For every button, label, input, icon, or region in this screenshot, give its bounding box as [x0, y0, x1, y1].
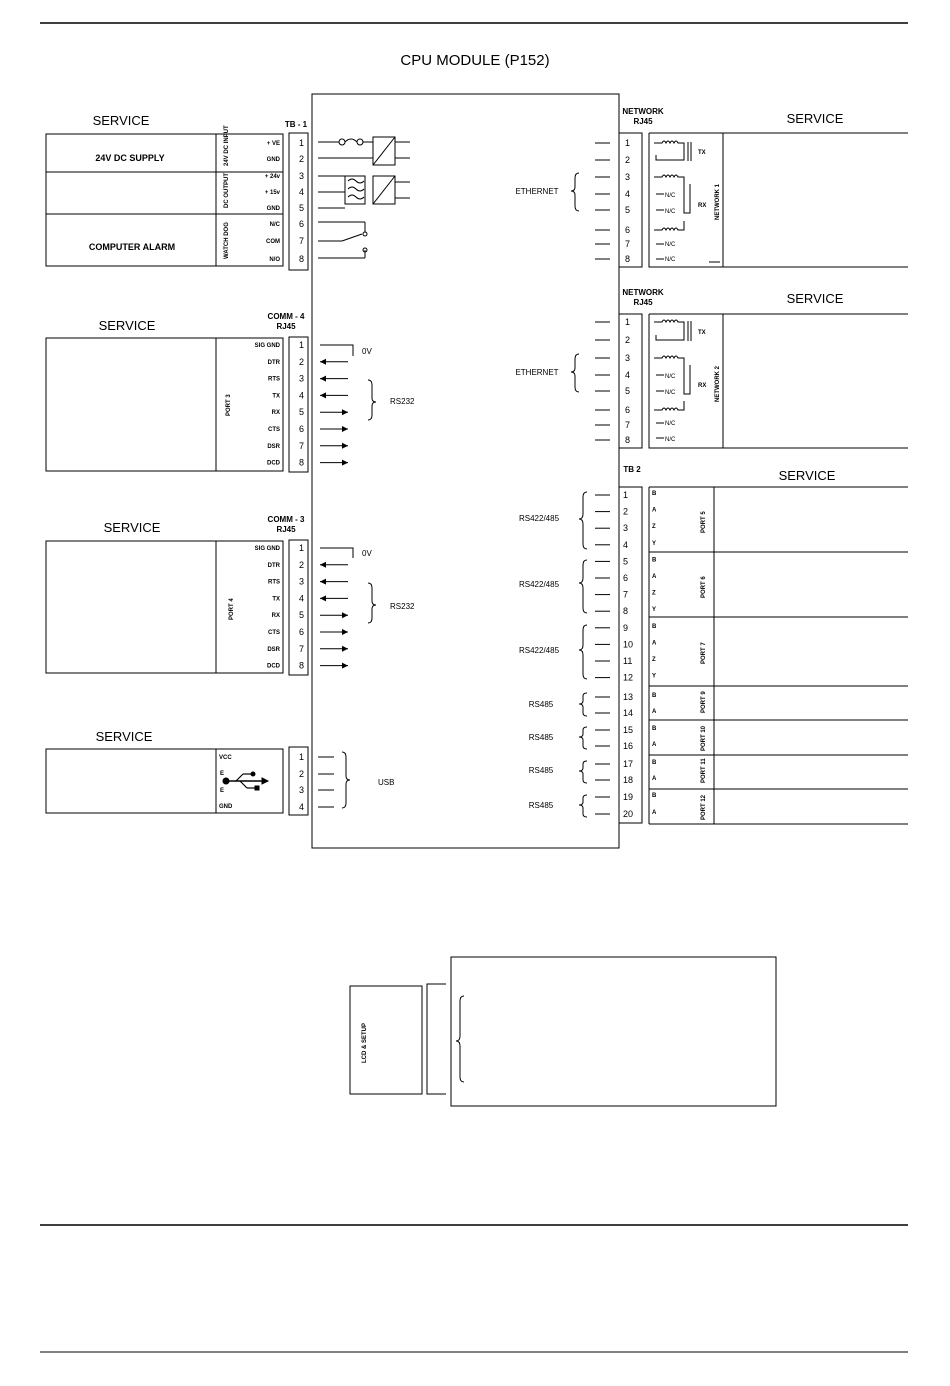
tb1-section [46, 113, 410, 270]
tb2-signal-label: A [652, 709, 657, 715]
network2-pin-number: 4 [625, 370, 631, 380]
tb2-pin-number: 16 [623, 741, 634, 751]
tb2-pin-number: 3 [623, 523, 629, 534]
network2-pin-number: 3 [625, 353, 631, 363]
tb1-group-name-1: 24V DC SUPPLY [95, 153, 165, 163]
service-label-comm4: SERVICE [98, 318, 156, 333]
tb2-signal-label: B [652, 491, 657, 497]
network1-rx: RX [698, 203, 707, 209]
network1-pin-number: 6 [625, 225, 631, 235]
tb1-pin-number: 5 [298, 203, 304, 213]
comm3-signal-label: CTS [268, 630, 280, 636]
tb1-pin-number: 6 [298, 219, 304, 229]
network1-pin-number: 2 [625, 155, 631, 165]
tb1-signal-label: + VE [266, 141, 280, 147]
comm3-port-label: PORT 4 [229, 598, 235, 620]
lcd-service-box [451, 957, 776, 1106]
usb-pin-list [299, 752, 304, 812]
tb1-side-label-2: DC OUTPUT [224, 173, 230, 208]
tb2-pin-number: 8 [623, 606, 629, 617]
lcd-box [350, 986, 422, 1094]
comm3-signal-label: DTR [267, 562, 280, 569]
comm4-pin-number: 5 [298, 407, 304, 418]
usb-signal-data-b: E [220, 788, 225, 794]
tb1-side-label-1: 24V DC INPUT [224, 125, 230, 166]
network1-tx: TX [698, 150, 706, 156]
tb2-proto-6: RS485 [528, 766, 554, 775]
comm4-heading: COMM - 4 [267, 312, 305, 321]
network2-pin-number: 1 [625, 317, 631, 327]
comm4-port-label: PORT 3 [226, 394, 232, 416]
comm3-signal-label: DCD [267, 663, 280, 670]
tb2-port-12: PORT 12 [701, 794, 707, 820]
comm3-signal-arrow [320, 579, 348, 585]
comm4-rs232: RS232 [390, 397, 415, 406]
tb1-signal-label: N/O [269, 257, 280, 263]
comm3-pin-number: 7 [298, 643, 304, 654]
comm4-signal-arrow [320, 359, 348, 365]
comm3-pin-number: 3 [298, 576, 304, 587]
network2-pin-number: 7 [625, 420, 631, 430]
tb2-pin-number: 2 [623, 506, 629, 517]
tb2-pin-number: 12 [623, 672, 634, 683]
service-label-comm3: SERVICE [103, 520, 161, 535]
comm4-pin-number: 3 [298, 373, 304, 384]
network1-subheading: RJ45 [633, 117, 653, 126]
lcd-section [350, 957, 776, 1106]
network1-pin-number: 5 [625, 205, 631, 215]
network1-nc-5: N/C [665, 209, 676, 215]
tb2-pin-number: 9 [623, 622, 629, 633]
tb2-pin-number: 18 [623, 775, 634, 785]
tb2-signal-label: Y [652, 607, 657, 614]
tb1-signal-label: + 24v [264, 174, 280, 180]
tb2-signal-label: Y [652, 673, 657, 680]
comm4-pin-number: 2 [298, 356, 304, 367]
comm4-signal-label: RX [271, 410, 280, 417]
comm4-pin-number: 8 [298, 457, 304, 468]
tb2-port-9: PORT 9 [701, 691, 707, 713]
tb1-pin-list [299, 138, 304, 264]
comm4-subheading: RJ45 [276, 322, 296, 331]
network2-rx: RX [698, 383, 707, 389]
tb2-pin-number: 11 [623, 656, 633, 666]
lcd-setup-label: LCD & SETUP [362, 1022, 368, 1063]
tb2-pin-number: 7 [623, 589, 629, 600]
diagram-title: CPU MODULE (P152) [400, 52, 550, 69]
tb2-signal-label: Z [652, 590, 656, 597]
comm3-signal-arrow [320, 663, 348, 669]
usb-signal-vcc: VCC [219, 755, 232, 761]
network2-heading: NETWORK [622, 288, 664, 297]
comm4-section [46, 312, 415, 472]
comm3-signal-label: RTS [268, 579, 280, 586]
tb1-signal-label: GND [266, 157, 280, 163]
tb2-signal-label: B [652, 726, 657, 732]
network2-side-label: NETWORK 2 [715, 366, 721, 402]
comm4-signal-arrow [320, 443, 348, 449]
tb1-group-name-3: COMPUTER ALARM [88, 242, 176, 252]
tb2-section [519, 465, 908, 824]
tb2-pin-number: 1 [623, 490, 629, 500]
network1-nc-7: N/C [665, 242, 676, 248]
comm3-section [46, 515, 415, 675]
tb2-signal-label: A [652, 742, 657, 748]
comm4-signal-label: TX [272, 393, 280, 400]
network2-pin-number: 6 [625, 405, 631, 415]
tb2-signal-label: A [652, 810, 657, 816]
tb1-signal-label: + 15v [264, 190, 280, 196]
usb-signal-gnd: GND [219, 804, 233, 810]
network2-section [515, 288, 908, 448]
usb-pin-number: 2 [298, 769, 304, 779]
tb2-port-10: PORT 10 [701, 725, 707, 751]
network1-pin-list [625, 138, 630, 264]
tb2-signal-label: B [652, 623, 657, 630]
comm3-pin-list [299, 543, 304, 671]
tb2-pin-number: 6 [623, 573, 629, 583]
usb-pin-number: 4 [298, 802, 304, 812]
comm3-pin-number: 5 [298, 610, 304, 621]
comm3-signal-arrow [320, 595, 348, 601]
tb2-pin-number: 17 [623, 759, 634, 769]
comm4-zero-v: 0V [362, 347, 372, 356]
tb2-pin-number: 15 [623, 725, 634, 735]
tb2-signal-label: A [652, 507, 657, 514]
network1-pin-number: 4 [625, 189, 631, 199]
tb2-pin-number: 10 [623, 639, 634, 650]
tb2-port-7: PORT 7 [701, 642, 707, 664]
cpu-module-box [312, 94, 619, 848]
network2-pin-number: 5 [625, 386, 631, 396]
comm4-pin-number: 6 [298, 424, 304, 434]
tb2-proto-4: RS485 [528, 700, 554, 709]
network2-nc-5: N/C [665, 390, 676, 396]
comm4-signal-arrow [320, 376, 348, 382]
tb2-signal-label: B [652, 693, 657, 699]
comm3-signal-arrow [320, 629, 348, 635]
tb2-signal-label: B [652, 793, 657, 799]
comm4-pin-number: 4 [298, 390, 304, 401]
comm3-pin-number: 8 [298, 660, 304, 671]
tb1-pin-number: 8 [298, 254, 304, 264]
tb2-pin-list [623, 490, 633, 819]
tb2-port-5: PORT 5 [701, 511, 707, 533]
network2-pin-number: 8 [625, 435, 631, 445]
comm3-signal-label: RX [271, 613, 280, 620]
comm3-signal-arrow [320, 646, 348, 652]
comm3-arrow-list [320, 562, 348, 669]
network2-pin-list [625, 317, 630, 445]
network2-nc-8: N/C [665, 437, 676, 443]
tb2-port-11: PORT 11 [701, 758, 707, 783]
usb-pin-number: 3 [298, 785, 304, 795]
tb2-port-6: PORT 6 [701, 576, 707, 598]
network2-pin-number: 2 [625, 335, 631, 345]
tb1-pin-number: 7 [298, 236, 304, 246]
tb1-pin-number: 2 [298, 154, 304, 164]
comm3-pin-number: 6 [298, 627, 304, 637]
comm3-pin-number: 2 [298, 559, 304, 570]
tb2-pin-number: 13 [623, 692, 634, 702]
network1-nc-4: N/C [665, 193, 676, 199]
comm4-pin-list [299, 340, 304, 468]
service-label-tb1: SERVICE [92, 113, 150, 128]
tb2-proto-1: RS422/485 [518, 514, 560, 523]
network1-heading: NETWORK [622, 107, 664, 116]
comm4-signal-arrow [320, 409, 348, 415]
comm3-signal-list [255, 546, 281, 670]
tb1-signal-label: COM [266, 239, 280, 245]
network1-pin-number: 8 [625, 254, 631, 264]
tb2-signal-label: A [652, 640, 657, 647]
usb-label: USB [378, 778, 395, 787]
tb2-stub-list [595, 495, 610, 814]
tb1-signal-list [265, 141, 281, 263]
tb2-signal-label: B [652, 760, 657, 766]
network1-pin-number: 1 [625, 138, 631, 148]
network1-side-label: NETWORK 1 [715, 184, 721, 220]
tb2-signal-label: Y [652, 540, 657, 547]
tb2-proto-5: RS485 [528, 733, 554, 742]
comm3-rs232: RS232 [390, 602, 415, 611]
network2-nc-4: N/C [665, 374, 676, 380]
service-label-network1: SERVICE [786, 111, 844, 126]
comm4-signal-label: DTR [267, 359, 280, 366]
comm4-signal-arrow [320, 460, 348, 466]
comm4-signal-label: SIG GND [254, 343, 280, 349]
comm3-signal-label: TX [272, 596, 280, 603]
comm4-signal-list [255, 343, 281, 467]
tb2-signal-label: A [652, 574, 657, 580]
service-label-usb: SERVICE [95, 729, 153, 744]
tb2-pin-number: 5 [623, 556, 629, 567]
comm4-signal-arrow [320, 426, 348, 432]
tb2-pin-number: 20 [623, 809, 634, 819]
comm4-pin-number: 7 [298, 440, 304, 451]
tb2-signal-label: Z [652, 657, 656, 663]
comm3-signal-arrow [320, 612, 348, 618]
comm4-signal-label: CTS [268, 427, 280, 433]
network2-subheading: RJ45 [633, 298, 653, 307]
comm3-pin-number: 1 [298, 543, 304, 553]
tb1-pin-number: 3 [298, 171, 304, 181]
tb2-proto-3: RS422/485 [518, 646, 560, 655]
comm3-signal-arrow [320, 562, 348, 568]
comm3-zero-v: 0V [362, 549, 372, 558]
usb-signal-data-a: E [220, 771, 225, 777]
network2-nc-7: N/C [665, 421, 676, 427]
tb1-heading: TB - 1 [284, 120, 308, 129]
network1-pin-number: 3 [625, 172, 631, 182]
tb2-signal-label: Z [652, 524, 656, 531]
tb2-signal-list [652, 491, 657, 816]
network2-tx: TX [698, 330, 706, 336]
tb2-pin-number: 4 [623, 539, 629, 550]
tb2-proto-2: RS422/485 [518, 580, 560, 589]
network1-ethernet-label: ETHERNET [515, 187, 559, 196]
tb1-pin-number: 1 [298, 138, 304, 148]
comm4-pin-number: 1 [298, 340, 304, 350]
comm3-heading: COMM - 3 [267, 515, 305, 524]
comm4-arrow-list [320, 359, 348, 466]
usb-icon [223, 772, 268, 790]
service-label-tb2: SERVICE [778, 468, 836, 483]
comm4-signal-arrow [320, 392, 348, 398]
comm3-signal-label: DSR [267, 646, 280, 653]
comm4-signal-label: DSR [267, 443, 280, 450]
comm4-signal-label: RTS [268, 376, 280, 383]
usb-pin-number: 1 [298, 752, 304, 762]
comm3-subheading: RJ45 [276, 525, 296, 534]
network1-nc-8: N/C [665, 257, 676, 263]
tb2-proto-7: RS485 [528, 801, 554, 810]
comm3-signal-label: SIG GND [254, 546, 280, 552]
network1-section [515, 107, 908, 267]
tb1-signal-label: GND [266, 206, 280, 212]
tb2-signal-label: B [652, 557, 657, 564]
tb2-pin-number: 14 [623, 708, 634, 718]
tb1-signal-label: N/C [269, 222, 280, 228]
tb1-side-label-3: WATCH DOG [224, 222, 230, 259]
comm3-pin-number: 4 [298, 593, 304, 604]
tb2-pin-number: 19 [623, 792, 634, 802]
service-label-network2: SERVICE [786, 291, 844, 306]
tb1-pin-number: 4 [298, 187, 304, 197]
tb2-signal-label: A [652, 776, 657, 782]
comm4-signal-label: DCD [267, 460, 280, 467]
usb-section [46, 729, 394, 815]
tb2-heading: TB 2 [623, 465, 641, 474]
network2-ethernet-label: ETHERNET [515, 368, 559, 377]
network1-pin-number: 7 [625, 239, 631, 249]
